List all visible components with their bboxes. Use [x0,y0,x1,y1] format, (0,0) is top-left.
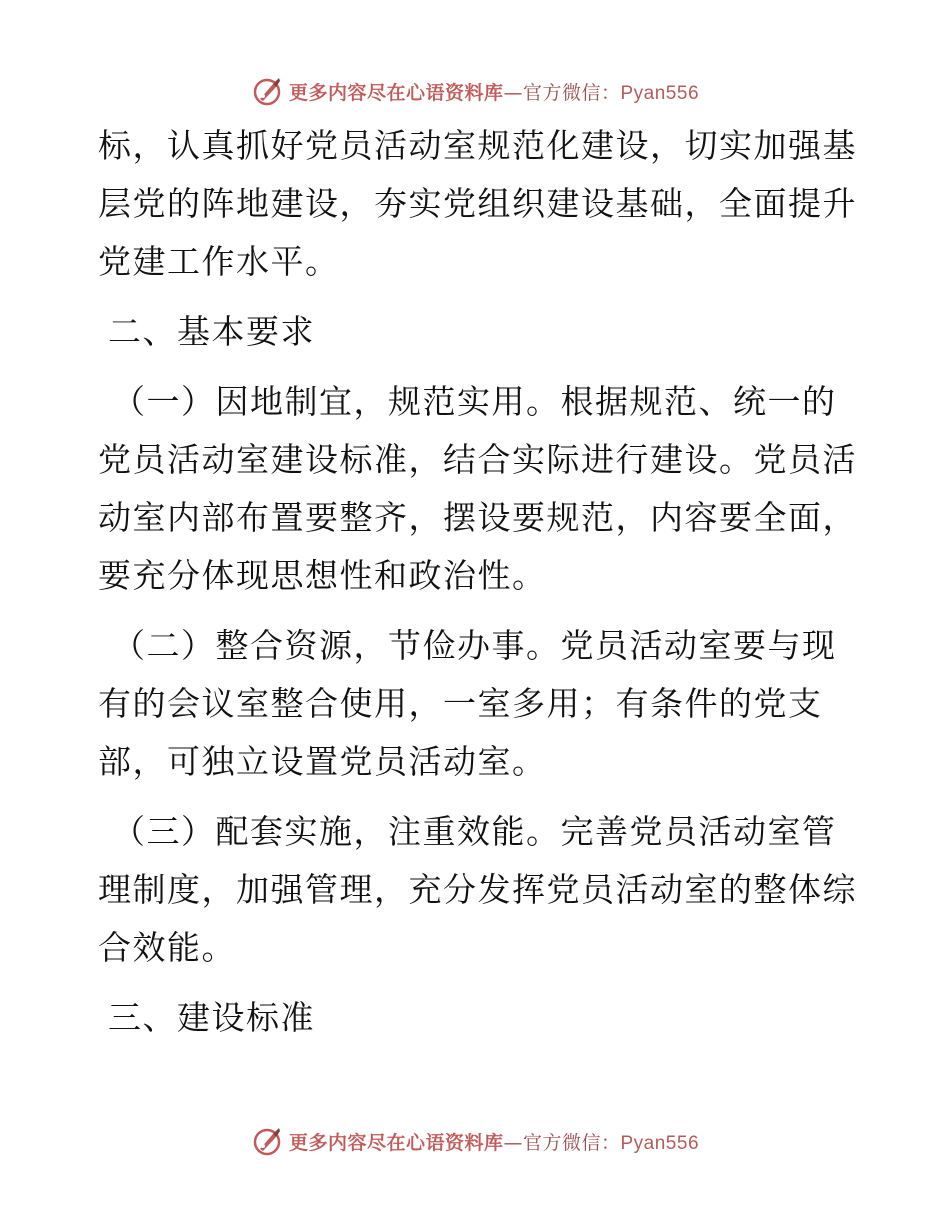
item-line: （三）配套实施，注重效能。完善党员活动室管 [112,812,837,851]
item-line: （二）整合资源，节俭办事。党员活动室要与现 [112,626,837,665]
item-line: 有的会议室整合使用，一室多用；有条件的党支 [98,684,823,723]
item-line: 动室内部布置要整齐，摆设要规范，内容要全面， [98,498,857,537]
quill-seal-icon [251,75,283,107]
paragraph-line: 标，认真抓好党员活动室规范化建设，切实加强基 [98,126,857,165]
watermark-text [289,1128,699,1155]
item-line: 党员活动室建设标准，结合实际进行建设。党员活 [98,440,857,479]
section-heading-basic-requirements: 二、基本要求 [108,312,315,351]
paragraph-line: 层党的阵地建设，夯实党组织建设基础，全面提升 [98,184,857,223]
watermark-wechat-label: 官方微信： [522,1131,621,1154]
item-line: 合效能。 [98,928,236,967]
footer-watermark [0,1124,950,1158]
watermark-wechat-id: Pyan556 [620,82,700,104]
watermark-separator: — [503,81,523,104]
section-heading-construction-standards: 三、建设标准 [108,998,315,1037]
watermark-wechat-id: Pyan556 [620,1132,700,1154]
document-body [98,117,858,1047]
item-line: （一）因地制宜，规范实用。根据规范、统一的 [112,382,837,421]
paragraph-line: 党建工作水平。 [98,242,340,281]
watermark-separator: — [503,1131,523,1154]
watermark-brand: 更多内容尽在心语资料库 [288,81,504,104]
item-line: 要充分体现思想性和政治性。 [98,556,547,595]
item-line: 部，可独立设置党员活动室。 [98,742,547,781]
item-line: 理制度，加强管理，充分发挥党员活动室的整体综 [98,870,857,909]
watermark-brand: 更多内容尽在心语资料库 [288,1131,504,1154]
quill-seal-icon [251,1125,283,1157]
watermark-text [289,78,699,105]
header-watermark [0,74,950,108]
watermark-wechat-label: 官方微信： [522,81,621,104]
